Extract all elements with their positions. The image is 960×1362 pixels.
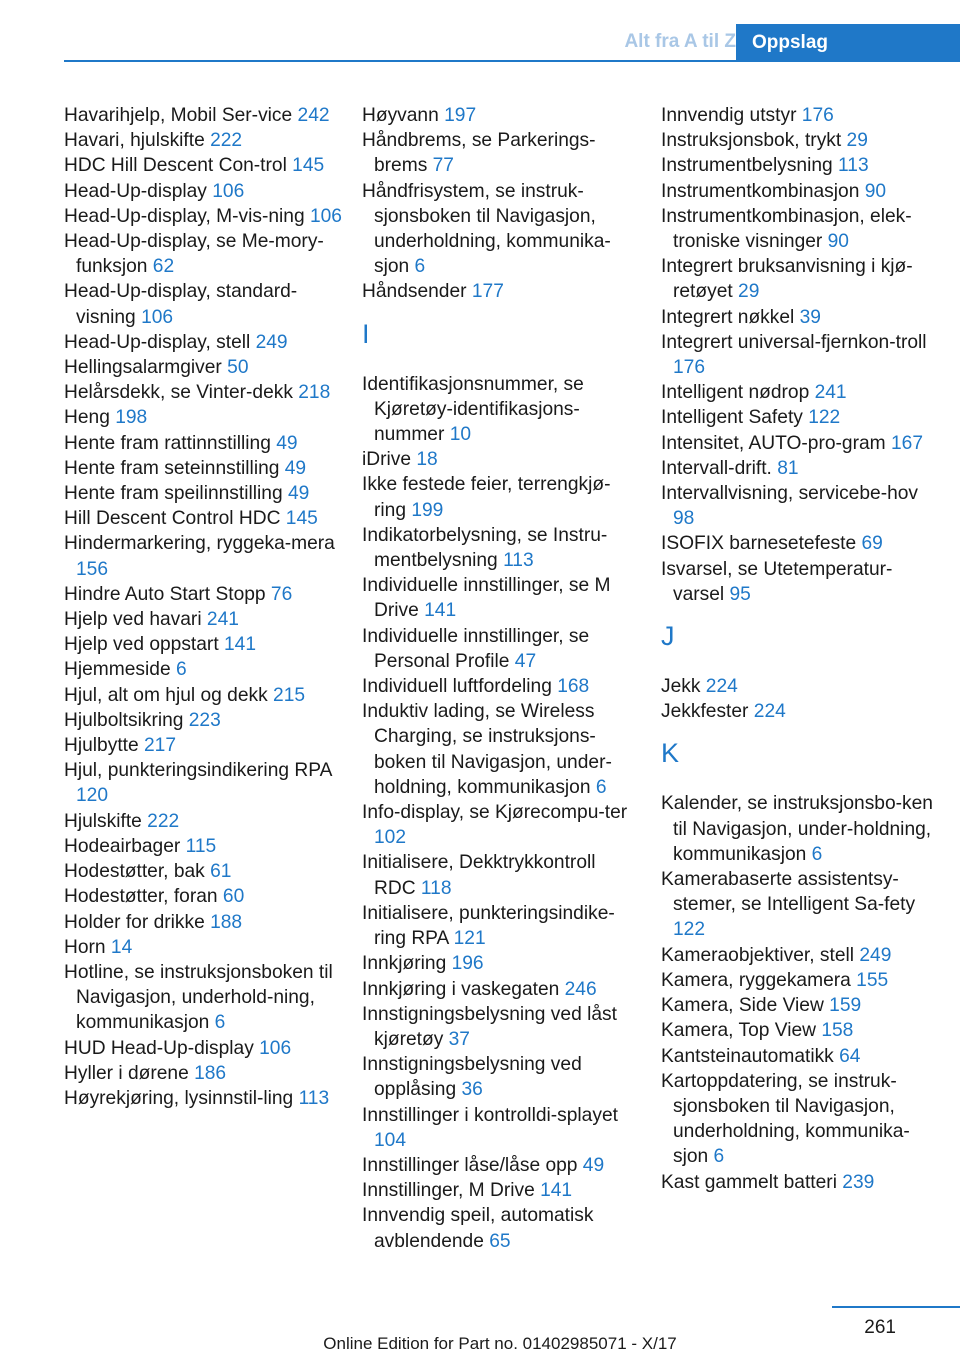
index-entry-term: Håndbrems, se Parkerings-brems — [362, 130, 596, 177]
index-entry — [64, 153, 346, 178]
index-entry-term: Intelligent nødrop — [661, 382, 815, 404]
index-entry — [362, 850, 638, 900]
index-page-link[interactable]: 49 — [284, 457, 307, 479]
index-page-link[interactable]: 77 — [432, 155, 454, 177]
index-entry — [362, 1052, 638, 1102]
index-entry — [362, 951, 638, 976]
index-entry-term: HUD Head-Up-display — [64, 1037, 260, 1059]
index-page-link[interactable]: 98 — [673, 508, 695, 530]
index-entry-term: Heng — [64, 407, 116, 429]
index-page-link[interactable]: 224 — [753, 701, 786, 723]
index-page-link[interactable]: 14 — [110, 936, 133, 958]
index-page-link[interactable]: 64 — [839, 1045, 861, 1067]
index-entry — [64, 481, 346, 506]
index-page-link[interactable]: 168 — [557, 676, 590, 698]
index-page-link[interactable]: 155 — [856, 969, 889, 991]
index-page-link[interactable]: 36 — [461, 1079, 483, 1101]
index-entry-term: Hill Descent Control HDC — [64, 508, 286, 530]
index-page-link[interactable]: 158 — [821, 1020, 854, 1042]
index-entry — [64, 279, 346, 329]
index-page-link[interactable]: 156 — [76, 558, 109, 580]
index-page-link[interactable]: 113 — [298, 1087, 330, 1109]
index-page-link[interactable]: 62 — [152, 256, 175, 278]
index-entry-term: Hjul, alt om hjul og dekk — [64, 684, 274, 706]
index-entry — [64, 582, 346, 607]
index-entry-term: Head-Up-display — [64, 180, 213, 202]
index-page-link[interactable]: 106 — [141, 306, 174, 328]
index-page-link[interactable]: 145 — [292, 155, 325, 177]
index-entry-term: Innstigningsbelysning ved opplåsing — [362, 1054, 582, 1101]
index-page-link[interactable]: 249 — [859, 944, 892, 966]
index-entry-term: Hodestøtter, bak — [64, 861, 211, 883]
index-entry — [661, 674, 943, 699]
index-entry — [64, 859, 346, 884]
index-entry-term: Høyvann — [362, 105, 445, 126]
index-entry — [362, 372, 638, 448]
index-entry — [64, 632, 346, 657]
index-page-link[interactable]: 81 — [777, 457, 799, 479]
index-entry-term: Ikke festede feier, terrengkjø-ring — [362, 474, 611, 521]
index-entry — [64, 431, 346, 456]
index-entry-term: Hente fram speilinnstilling — [64, 483, 288, 505]
index-entry — [362, 977, 638, 1002]
index-entry-term: Kamera, ryggekamera — [661, 969, 857, 991]
index-entry — [661, 179, 943, 204]
index-entry — [362, 103, 638, 128]
index-entry-term: Instrumentbelysning — [661, 155, 839, 177]
index-entry — [661, 153, 943, 178]
index-entry-term: Individuell luftfordeling — [362, 676, 558, 698]
index-page-link[interactable]: 95 — [729, 583, 751, 605]
index-entry-term: Indikatorbelysning, se Instru-mentbelysning — [362, 524, 608, 572]
index-entry — [661, 557, 943, 607]
index-page-link[interactable]: 176 — [801, 105, 834, 126]
index-entry-term: Instrumentkombinasjon — [661, 180, 865, 202]
index-entry — [362, 179, 638, 280]
index-page-link[interactable]: 241 — [206, 609, 239, 631]
index-page-link[interactable]: 6 — [175, 659, 187, 681]
section-tab: Oppslag — [736, 24, 960, 62]
index-page-link[interactable]: 6 — [713, 1146, 725, 1168]
index-page-link[interactable]: 141 — [540, 1180, 573, 1202]
index-entry-term: Initialisere, Dekktrykkontroll RDC — [362, 852, 596, 899]
index-page-link[interactable]: 90 — [864, 180, 887, 202]
index-page-link[interactable]: 106 — [212, 180, 245, 202]
index-entry — [661, 1018, 943, 1043]
index-entry — [661, 456, 943, 481]
index-entry-term: Hodestøtter, foran — [64, 886, 223, 908]
index-entry-term: Hjemmeside — [64, 659, 176, 681]
index-page-link[interactable]: 49 — [287, 483, 310, 505]
index-entry-term: Hotline, se instruksjonsboken til Navigasjon, underhold-ning, kommunikasjon — [64, 961, 333, 1034]
index-page-link[interactable]: 10 — [449, 424, 472, 446]
index-page-link[interactable]: 115 — [185, 835, 217, 857]
index-entry-term: Identifikasjonsnummer, se Kjøretøy-identifikasjons-nummer — [362, 373, 584, 446]
index-page-link[interactable]: 113 — [838, 155, 869, 177]
edition-note: Online Edition for Part no. 01402985071 - X/17 — [323, 1334, 677, 1353]
index-entry-term: Intensitet, AUTO-pro-gram — [661, 432, 891, 454]
index-entry — [64, 229, 346, 279]
header-divider — [64, 60, 960, 62]
index-entry — [64, 607, 346, 632]
index-entry-term: iDrive — [362, 449, 417, 471]
index-page-link[interactable]: 198 — [115, 407, 148, 429]
index-page-link[interactable]: 118 — [420, 877, 452, 899]
index-page-link[interactable]: 167 — [890, 432, 923, 454]
index-entry — [661, 103, 943, 128]
index-page-link[interactable]: 224 — [705, 676, 738, 698]
index-entry — [661, 1170, 943, 1195]
index-page-link[interactable]: 106 — [309, 205, 342, 227]
index-page-link[interactable]: 215 — [273, 684, 306, 706]
index-entry-term: Innvendig speil, automatisk avblendende — [362, 1205, 594, 1252]
index-entry-term: Intervallvisning, servicebe-hov — [661, 483, 919, 505]
index-entry-term: Innvendig utstyr — [661, 105, 802, 126]
index-entry — [64, 758, 346, 808]
index-entry — [64, 834, 346, 859]
index-entry — [64, 884, 346, 909]
index-entry — [661, 993, 943, 1018]
index-entry-term: Hjul, punkteringsindikering RPA — [64, 760, 332, 782]
index-entry-term: Hellingsalarmgiver — [64, 357, 228, 379]
index-page-link[interactable]: 6 — [595, 776, 607, 798]
index-page-link[interactable]: 188 — [210, 911, 243, 933]
index-entry — [64, 128, 346, 153]
index-entry — [64, 935, 346, 960]
index-entry — [362, 1203, 638, 1253]
index-entry-term: Hyller i dørene — [64, 1062, 195, 1084]
index-entry-term: Initialisere, punkteringsindike-ring RPA — [362, 902, 615, 950]
index-entry — [64, 355, 346, 380]
index-entry-term: Info-display, se Kjørecompu-ter — [362, 802, 628, 824]
index-page-link[interactable]: 222 — [147, 810, 180, 832]
section-title: Alt fra A til Z — [624, 31, 736, 52]
index-entry — [64, 456, 346, 481]
index-page-link[interactable]: 242 — [297, 105, 330, 126]
index-entry — [64, 179, 346, 204]
index-entry — [661, 481, 943, 531]
index-entry-term: Kamerabaserte assistentsy-stemer, se Intelligent Sa-fety — [661, 869, 916, 916]
index-entry-term: Håndfrisystem, se instruk-sjonsboken til Navigasjon, underholdning, kommunika-sjon — [362, 180, 611, 278]
index-entry-term: Jekk — [661, 676, 706, 698]
index-entry — [661, 380, 943, 405]
index-entry — [362, 128, 638, 178]
index-entry — [64, 330, 346, 355]
index-entry-term: Hjulbytte — [64, 735, 144, 757]
index-entry-term: Head-Up-display, M-vis-ning — [64, 205, 310, 227]
index-entry-term: Instruksjonsbok, trykt — [661, 130, 847, 152]
index-entry-term: Head-Up-display, stell — [64, 331, 256, 353]
index-page-link[interactable]: 217 — [143, 735, 176, 757]
index-entry — [661, 699, 943, 724]
index-page-link[interactable]: 104 — [374, 1129, 407, 1151]
index-letter-heading: I — [362, 318, 370, 349]
index-entry — [362, 1178, 638, 1203]
index-entry-term: Integrert nøkkel — [661, 306, 800, 328]
index-entry-term: Induktiv lading, se Wireless Charging, se instruksjons-boken til Navigasjon, under-holdning, kommunikasjon — [362, 701, 612, 798]
index-page-link[interactable]: 76 — [270, 583, 293, 605]
index-page-link[interactable]: 49 — [582, 1154, 605, 1176]
index-entry-term: Hjelp ved oppstart — [64, 634, 224, 656]
index-page-link[interactable]: 122 — [673, 919, 706, 941]
index-entry-term: Kamera, Side View — [661, 995, 830, 1017]
index-entry — [661, 254, 943, 304]
index-entry — [64, 960, 346, 1036]
index-page-link[interactable]: 186 — [194, 1062, 227, 1084]
index-page-link[interactable]: 50 — [227, 357, 249, 379]
index-page-link[interactable]: 65 — [489, 1230, 511, 1252]
index-entry-term: Hjulskifte — [64, 810, 148, 832]
index-entry-term: Havarihjelp, Mobil Ser-vice — [64, 105, 298, 126]
index-letter-heading: J — [661, 621, 675, 652]
index-entry — [661, 943, 943, 968]
index-page-link[interactable]: 29 — [738, 281, 760, 303]
index-entry-term: Holder for drikke — [64, 911, 211, 933]
index-entry-term: Kartoppdatering, se instruk-sjonsboken til Navigasjon, underholdning, kommunika-sjon — [661, 1070, 910, 1168]
index-entry-term: Individuelle innstillinger, se Personal Profile — [362, 625, 590, 672]
index-entry-term: Hindre Auto Start Stopp — [64, 583, 271, 605]
index-entry-term: Innstillinger i kontrolldi-splayet — [362, 1104, 618, 1126]
index-page-link[interactable]: 145 — [285, 508, 318, 530]
index-page-link[interactable]: 6 — [811, 843, 823, 865]
index-page-link[interactable]: 37 — [448, 1028, 470, 1050]
index-entry — [661, 128, 943, 153]
index-entry — [661, 330, 943, 380]
index-entry-term: Instrumentkombinasjon, elek-troniske visninger — [661, 205, 912, 253]
index-entry — [661, 305, 943, 330]
index-page-link[interactable]: 176 — [673, 357, 706, 379]
index-entry-term: Integrert universal-fjernkon-troll — [661, 331, 927, 353]
index-entry-term: HDC Hill Descent Con-trol — [64, 155, 293, 177]
index-page-link[interactable]: 122 — [808, 407, 841, 429]
index-entry-term: ISOFIX barnesetefeste — [661, 533, 862, 555]
index-entry — [661, 867, 943, 943]
index-page-link[interactable]: 6 — [414, 256, 426, 278]
index-page-link[interactable]: 141 — [223, 634, 256, 656]
index-entry — [64, 708, 346, 733]
index-page-link[interactable]: 113 — [503, 550, 534, 572]
index-page-link[interactable]: 18 — [416, 449, 438, 471]
index-page-link[interactable]: 61 — [210, 861, 232, 883]
index-page-link[interactable]: 60 — [222, 886, 245, 908]
index-page-link[interactable]: 69 — [861, 533, 883, 555]
index-entry — [362, 800, 638, 850]
index-page-link[interactable]: 222 — [210, 130, 243, 152]
index-page-link[interactable]: 120 — [76, 785, 109, 807]
footer-divider — [832, 1306, 960, 1308]
index-entry — [362, 1153, 638, 1178]
index-page-link[interactable]: 197 — [444, 105, 477, 126]
index-page-link[interactable]: 249 — [255, 331, 288, 353]
index-entry — [661, 1069, 943, 1170]
index-entry-term: Innstillinger låse/låse opp — [362, 1154, 583, 1176]
index-page-link[interactable]: 39 — [799, 306, 821, 328]
index-entry-term: Intelligent Safety — [661, 407, 809, 429]
index-entry — [362, 573, 638, 623]
index-entry-term: Kamera, Top View — [661, 1020, 822, 1042]
index-entry — [661, 1044, 943, 1069]
index-entry — [64, 657, 346, 682]
index-page-link[interactable]: 246 — [564, 978, 597, 1000]
index-entry — [661, 968, 943, 993]
index-page-link[interactable]: 102 — [374, 827, 407, 849]
index-page-link[interactable]: 47 — [514, 650, 537, 672]
index-entry — [64, 1061, 346, 1086]
index-entry — [64, 405, 346, 430]
index-entry-term: Intervall-drift. — [661, 457, 778, 479]
index-entry-term: Innstigningsbelysning ved låst kjøretøy — [362, 1003, 617, 1050]
index-page-link[interactable]: 177 — [471, 281, 504, 303]
index-entry — [64, 204, 346, 229]
index-entry — [362, 1002, 638, 1052]
index-entry — [362, 1103, 638, 1153]
index-entry-term: Individuelle innstillinger, se M Drive — [362, 575, 611, 622]
index-entry — [362, 472, 638, 522]
index-entry-term: Head-Up-display, standard-visning — [64, 281, 298, 328]
index-entry — [64, 531, 346, 581]
index-entry — [661, 431, 943, 456]
index-entry-term: Hjelp ved havari — [64, 609, 207, 631]
index-entry-term: Hindermarkering, ryggeka-mera — [64, 533, 335, 555]
index-entry — [362, 674, 638, 699]
index-entry-term: Head-Up-display, se Me-mory-funksjon — [64, 231, 324, 278]
index-column-1 — [64, 103, 346, 1111]
index-entry-term: Innkjøring — [362, 953, 452, 975]
index-entry — [661, 791, 943, 867]
index-column-3 — [661, 103, 943, 1195]
index-entry — [64, 733, 346, 758]
index-page-link[interactable]: 223 — [188, 709, 221, 731]
index-page-link[interactable]: 239 — [842, 1171, 875, 1193]
index-entry — [661, 405, 943, 430]
index-letter-heading: K — [661, 738, 680, 769]
index-entry-term: Hente fram rattinnstilling — [64, 432, 277, 454]
index-entry-term: Hjulboltsikring — [64, 709, 189, 731]
index-page-link[interactable]: 159 — [829, 995, 862, 1017]
index-entry-term: Innkjøring i vaskegaten — [362, 978, 565, 1000]
index-page-link[interactable]: 196 — [451, 953, 484, 975]
index-page-link[interactable]: 29 — [846, 130, 868, 152]
index-entry-term: Høyrekjøring, lysinnstil-ling — [64, 1087, 299, 1109]
index-entry — [362, 279, 638, 304]
index-entry — [64, 683, 346, 708]
index-entry — [64, 103, 346, 128]
index-entry — [661, 204, 943, 254]
index-column-2 — [362, 103, 638, 1254]
index-entry — [64, 1086, 346, 1111]
index-entry-term: Håndsender — [362, 281, 472, 303]
index-entry-term: Jekkfester — [661, 701, 754, 723]
index-entry-term: Helårsdekk, se Vinter-dekk — [64, 382, 299, 404]
index-entry — [64, 380, 346, 405]
index-entry — [362, 901, 638, 951]
index-page-link[interactable]: 106 — [259, 1037, 292, 1059]
index-entry-term: Horn — [64, 936, 111, 958]
index-entry-term: Kalender, se instruksjonsbo-ken til Navigasjon, under-holdning, kommunikasjon — [661, 793, 933, 865]
index-entry — [362, 447, 638, 472]
index-page-link[interactable]: 218 — [298, 382, 331, 404]
index-page-link[interactable]: 121 — [453, 928, 486, 950]
index-entry — [64, 809, 346, 834]
index-entry-term: Kantsteinautomatikk — [661, 1045, 840, 1067]
index-entry-term: Kameraobjektiver, stell — [661, 944, 860, 966]
index-page-link[interactable]: 199 — [411, 499, 444, 521]
index-entry-term: Isvarsel, se Utetemperatur-varsel — [661, 558, 893, 605]
index-page-link[interactable]: 49 — [276, 432, 298, 454]
index-entry-term: Havari, hjulskifte — [64, 130, 211, 152]
index-entry — [64, 1036, 346, 1061]
index-entry — [64, 910, 346, 935]
page-number: 261 — [864, 1317, 896, 1338]
index-page-link[interactable]: 90 — [827, 231, 849, 253]
index-page-link[interactable]: 6 — [214, 1012, 226, 1034]
index-entry-term: Integrert bruksanvisning i kjø-retøyet — [661, 256, 913, 303]
index-entry — [64, 506, 346, 531]
index-entry — [661, 531, 943, 556]
index-page-link[interactable]: 141 — [424, 600, 457, 622]
index-entry-term: Hente fram seteinnstilling — [64, 457, 285, 479]
index-entry — [362, 523, 638, 573]
index-entry-term: Hodeairbager — [64, 835, 186, 857]
index-entry — [362, 699, 638, 800]
index-entry-term: Innstillinger, M Drive — [362, 1180, 541, 1202]
index-page-link[interactable]: 241 — [814, 382, 847, 404]
index-entry-term: Kast gammelt batteri — [661, 1171, 843, 1193]
index-entry — [362, 624, 638, 674]
